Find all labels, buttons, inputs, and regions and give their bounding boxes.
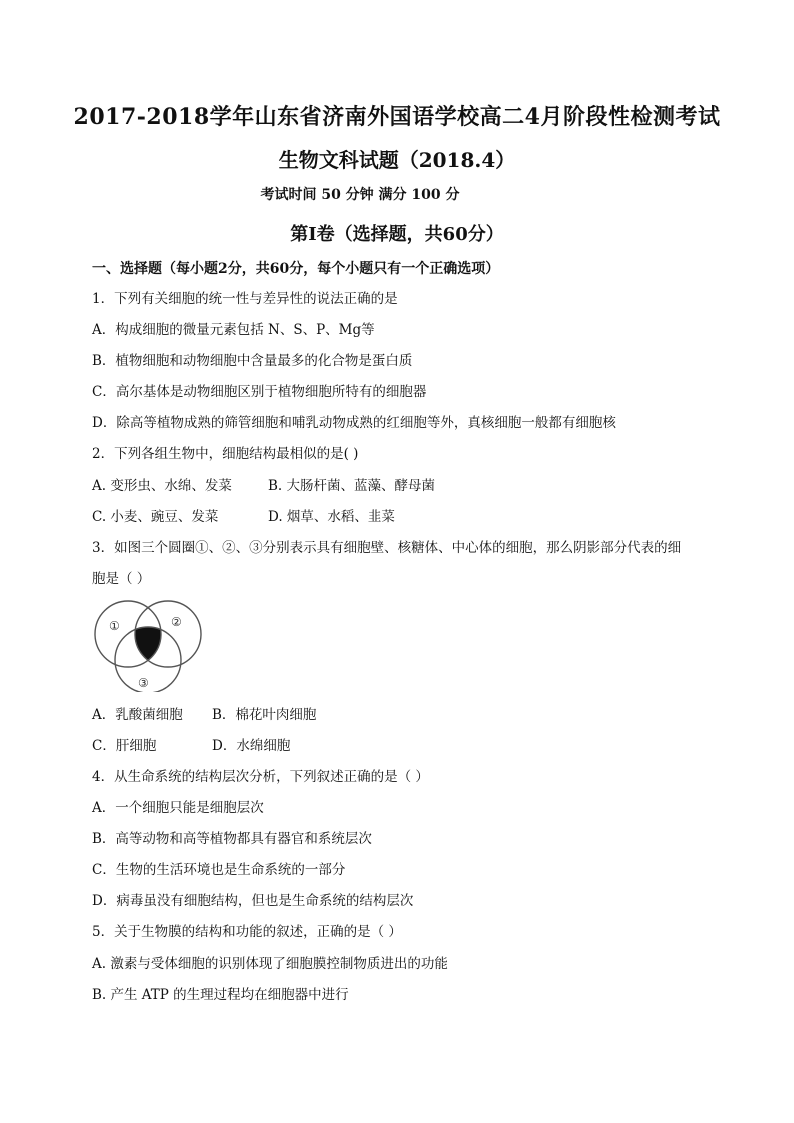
question-4-stem: 4．从生命系统的结构层次分析，下列叙述正确的是（ ） [92,769,429,785]
question-3-stem-line2: 胞是（ ） [92,571,151,587]
question-5-option-a: A. 激素与受体细胞的识别体现了细胞膜控制物质进出的功能 [92,956,448,972]
exam-info: 考试时间 50 分钟 满分 100 分 [260,187,460,203]
exam-subtitle: 生物文科试题（2018.4） [278,148,516,172]
exam-title: 2017-2018学年山东省济南外国语学校高二4月阶段性检测考试 [73,104,721,130]
question-4-option-b: B．高等动物和高等植物都具有器官和系统层次 [92,831,372,847]
section-title: 一、选择题（每小题2分，共60分，每个小题只有一个正确选项） [92,261,500,277]
part-title: 第Ⅰ卷（选择题，共60分） [290,224,504,245]
venn-diagram [92,598,210,692]
question-1-stem: 1．下列有关细胞的统一性与差异性的说法正确的是 [92,291,398,307]
question-3-stem-line1: 3．如图三个圆圈①、②、③分别表示具有细胞壁、核糖体、中心体的细胞，那么阴影部分代表的细 [92,540,682,556]
venn-label-2: ② [171,615,182,629]
question-2-option-c: C. 小麦、豌豆、发菜 [92,509,219,525]
question-3-option-b: B．棉花叶肉细胞 [212,707,317,723]
venn-label-1: ① [109,619,120,633]
question-2-stem: 2．下列各组生物中，细胞结构最相似的是( ) [92,446,359,462]
question-1-option-b: B．植物细胞和动物细胞中含量最多的化合物是蛋白质 [92,353,413,369]
question-3-option-a: A．乳酸菌细胞 [92,707,183,723]
question-3-option-c: C．肝细胞 [92,738,157,754]
venn-label-3: ③ [138,676,149,690]
question-2-option-b: B. 大肠杆菌、蓝藻、酵母菌 [268,478,436,494]
question-4-option-a: A．一个细胞只能是细胞层次 [92,800,264,816]
question-5-option-b: B. 产生 ATP 的生理过程均在细胞器中进行 [92,987,349,1003]
question-1-option-a: A．构成细胞的微量元素包括 N、S、P、Mg等 [92,322,375,338]
question-1-option-c: C．高尔基体是动物细胞区别于植物细胞所特有的细胞器 [92,384,427,400]
question-4-option-c: C．生物的生活环境也是生命系统的一部分 [92,862,346,878]
question-2-option-d: D. 烟草、水稻、韭菜 [268,509,395,525]
question-1-option-d: D．除高等植物成熟的筛管细胞和哺乳动物成熟的红细胞等外，真核细胞一般都有细胞核 [92,415,616,431]
question-4-option-d: D．病毒虽没有细胞结构，但也是生命系统的结构层次 [92,893,414,909]
question-3-option-d: D．水绵细胞 [212,738,291,754]
question-5-stem: 5．关于生物膜的结构和功能的叙述，正确的是（ ） [92,924,402,940]
question-2-option-a: A. 变形虫、水绵、发菜 [92,478,232,494]
